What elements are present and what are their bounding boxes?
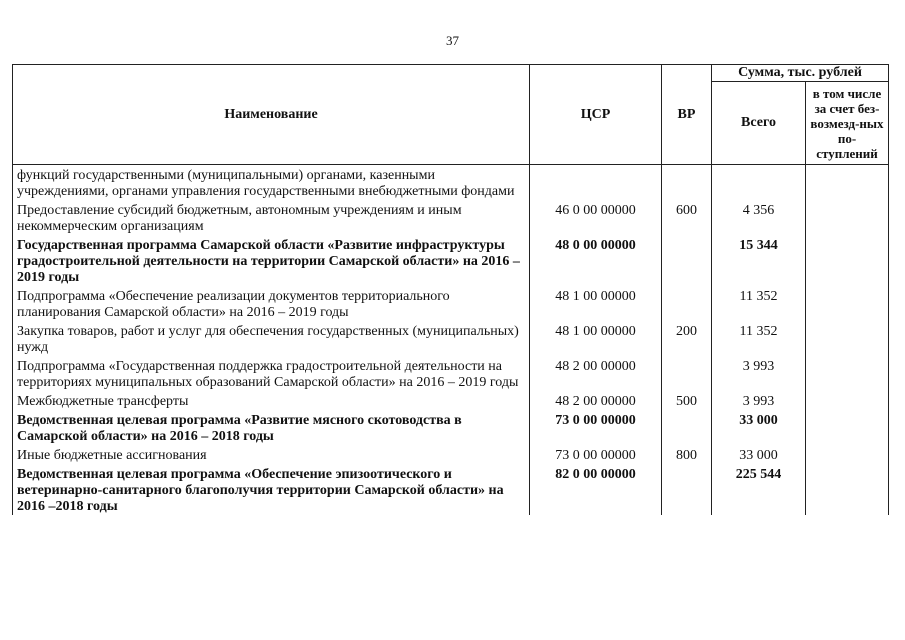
cell-vr [662,464,712,515]
table-row [13,200,889,235]
cell-name: Ведомственная целевая программа «Обеспечение эпизоотического и ветеринарно-санитарного благополучия территории Самарской области» на 2016 –2018 годы [13,464,530,515]
cell-name: Ведомственная целевая программа «Развитие мясного скотоводства в Самарской области» на 2016 – 2018 годы [13,410,530,445]
table-row [13,286,889,321]
cell-total: 225 544 [712,464,806,515]
cell-csr: 48 1 00 00000 [530,321,662,356]
cell-name: Предоставление субсидий бюджетным, автономным учреждениям и иным некоммерческим организациям [13,200,530,235]
cell-vr: 200 [662,321,712,356]
cell-csr: 46 0 00 00000 [530,200,662,235]
cell-total: 3 993 [712,391,806,410]
cell-name: Подпрограмма «Обеспечение реализации документов территориального планирования Самарской области» на 2016 – 2019 годы [13,286,530,321]
cell-csr: 48 2 00 00000 [530,391,662,410]
cell-vr [662,235,712,286]
cell-free-receipts [806,356,889,391]
cell-vr: 500 [662,391,712,410]
header-vr: ВР [662,65,712,165]
cell-csr: 73 0 00 00000 [530,410,662,445]
table-row [13,321,889,356]
table-row [13,445,889,464]
cell-vr [662,286,712,321]
cell-name: Закупка товаров, работ и услуг для обеспечения государственных (муниципальных) нужд [13,321,530,356]
cell-total: 15 344 [712,235,806,286]
header-free-receipts: в том числе за счет без-возмезд-ных по-ступлений [806,82,889,165]
cell-total [712,165,806,201]
header-csr: ЦСР [530,65,662,165]
header-total: Всего [712,82,806,165]
budget-table [12,64,889,515]
cell-csr: 48 1 00 00000 [530,286,662,321]
cell-vr [662,356,712,391]
cell-csr: 48 0 00 00000 [530,235,662,286]
page-number: 37 [446,33,459,48]
header-name: Наименование [13,65,530,165]
cell-csr: 48 2 00 00000 [530,356,662,391]
cell-csr: 82 0 00 00000 [530,464,662,515]
table-row [13,165,889,201]
cell-name: Межбюджетные трансферты [13,391,530,410]
cell-total: 4 356 [712,200,806,235]
table-row [13,356,889,391]
table-row [13,410,889,445]
cell-total: 3 993 [712,356,806,391]
cell-total: 11 352 [712,286,806,321]
cell-total: 33 000 [712,445,806,464]
cell-free-receipts [806,391,889,410]
cell-free-receipts [806,410,889,445]
cell-free-receipts [806,200,889,235]
cell-name: Государственная программа Самарской области «Развитие инфраструктуры градостроительной деятельности на территории Самарской области» на 2016 – 2019 годы [13,235,530,286]
cell-free-receipts [806,286,889,321]
table-body [13,165,889,516]
cell-name: Подпрограмма «Государственная поддержка градостроительной деятельности на территориях муниципальных образований Самарской области» на 2016 – 2019 годы [13,356,530,391]
cell-vr: 800 [662,445,712,464]
cell-free-receipts [806,464,889,515]
cell-csr: 73 0 00 00000 [530,445,662,464]
cell-free-receipts [806,321,889,356]
cell-free-receipts [806,445,889,464]
cell-csr [530,165,662,201]
cell-vr [662,165,712,201]
cell-vr: 600 [662,200,712,235]
cell-free-receipts [806,235,889,286]
cell-name: Иные бюджетные ассигнования [13,445,530,464]
cell-name: функций государственными (муниципальными) органами, казенными учреждениями, органами управления государственными внебюджетными фондами [13,165,530,201]
table-row [13,235,889,286]
cell-vr [662,410,712,445]
cell-free-receipts [806,165,889,201]
cell-total: 33 000 [712,410,806,445]
header-sum-group: Сумма, тыс. рублей [712,65,889,82]
table-row [13,464,889,515]
table-row [13,391,889,410]
cell-total: 11 352 [712,321,806,356]
